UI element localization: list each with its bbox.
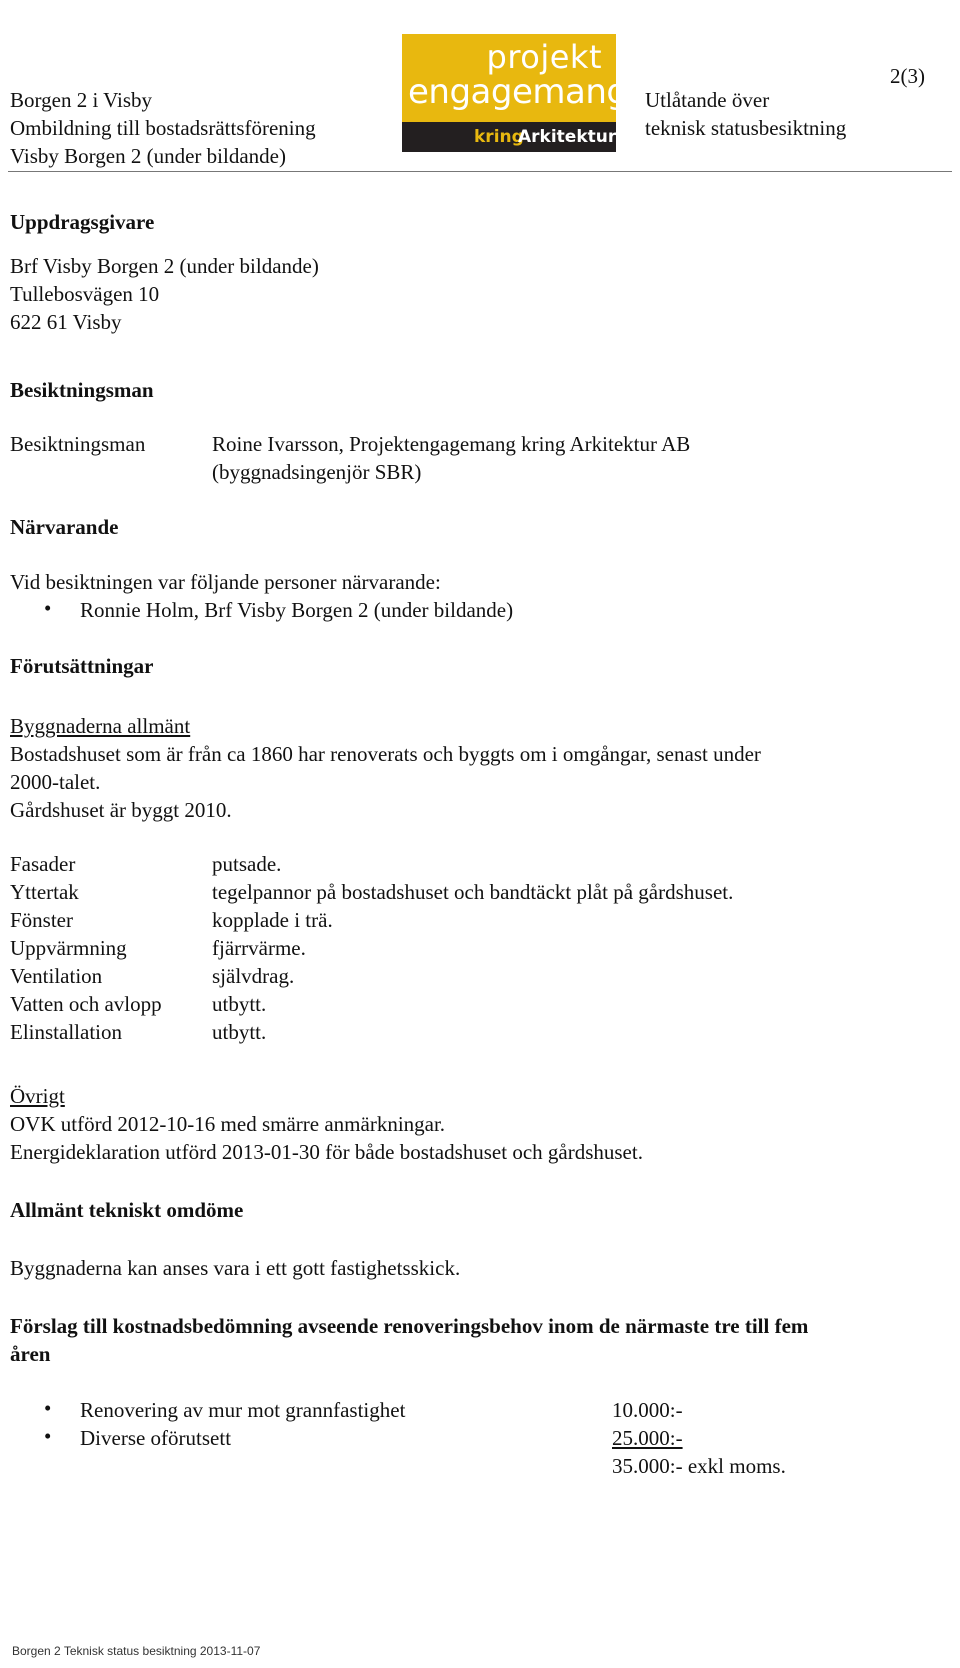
spec-label-el: Elinstallation — [10, 1020, 122, 1044]
subheading-byggnaderna: Byggnaderna allmänt — [10, 714, 191, 738]
paragraph-line: Gårdshuset är byggt 2010. — [10, 798, 232, 822]
logo-text-projekt: projekt — [486, 38, 602, 76]
logo-text-arkitektur: Arkitektur — [518, 127, 617, 147]
inspector-line: (byggnadsingenjör SBR) — [212, 460, 422, 484]
spec-value-vatten: utbytt. — [212, 992, 267, 1016]
section-heading-forslag — [10, 1312, 808, 1368]
section-heading-allmant: Allmänt tekniskt omdöme — [10, 1198, 244, 1222]
header-line: teknisk statusbesiktning — [645, 116, 847, 140]
general-assessment: Byggnaderna kan anses vara i ett gott fastighetsskick. — [10, 1256, 461, 1280]
logo-top-panel — [402, 34, 628, 122]
logo-text-engagemang: engagemang — [408, 72, 628, 112]
paragraph-line: Bostadshuset som är från ca 1860 har renoverats och byggts om i omgångar, senast under — [10, 742, 761, 766]
address-line: 622 61 Visby — [10, 310, 122, 334]
header-line: Visby Borgen 2 (under bildande) — [10, 144, 286, 168]
spec-value-uppvarmning: fjärrvärme. — [212, 936, 306, 960]
cost-total: 35.000:- exkl moms. — [612, 1454, 786, 1478]
header-project-info — [10, 86, 316, 170]
address-line: Tullebosvägen 10 — [10, 282, 160, 306]
buildings-paragraph — [10, 740, 761, 824]
section-heading-forutsattningar: Förutsättningar — [10, 654, 154, 678]
cost-item-amount: 10.000:- — [612, 1398, 683, 1422]
section-heading-uppdragsgivare: Uppdragsgivare — [10, 210, 155, 234]
spec-value-yttertak: tegelpannor på bostadshuset och bandtäckt plåt på gårdshuset. — [212, 880, 734, 904]
heading-line: åren — [10, 1342, 51, 1366]
note-line: OVK utförd 2012-10-16 med smärre anmärkningar. — [10, 1112, 446, 1136]
header-document-type — [645, 86, 846, 142]
header-divider — [8, 171, 952, 172]
cost-item-label: Diverse oförutsett — [80, 1426, 232, 1450]
building-specs-values — [212, 850, 733, 1046]
spec-label-uppvarmning: Uppvärmning — [10, 936, 127, 960]
inspector-label: Besiktningsman — [10, 432, 146, 456]
bullet-icon: • — [44, 1424, 52, 1448]
inspector-value — [212, 430, 690, 486]
header-line: Ombildning till bostadsrättsförening — [10, 116, 316, 140]
paragraph-line: 2000-talet. — [10, 770, 101, 794]
heading-line: Förslag till kostnadsbedömning avseende renoveringsbehov inom de närmaste tre till fem — [10, 1314, 809, 1338]
company-logo — [402, 34, 628, 152]
page-footer: Borgen 2 Teknisk status besiktning 2013-11-07 — [12, 1644, 261, 1658]
subheading-ovrigt: Övrigt — [10, 1084, 65, 1108]
spec-label-vatten: Vatten och avlopp — [10, 992, 162, 1016]
header-line: Utlåtande över — [645, 88, 770, 112]
section-heading-narvarande: Närvarande — [10, 515, 119, 539]
logo-bottom-panel — [402, 122, 616, 152]
spec-label-fonster: Fönster — [10, 908, 73, 932]
address-line: Brf Visby Borgen 2 (under bildande) — [10, 254, 319, 278]
inspector-line: Roine Ivarsson, Projektengagemang kring Arkitektur AB — [212, 432, 691, 456]
spec-label-ventilation: Ventilation — [10, 964, 103, 988]
spec-label-fasader: Fasader — [10, 852, 76, 876]
other-notes — [10, 1110, 643, 1166]
logo-text-kring: kring — [474, 127, 524, 147]
spec-value-ventilation: självdrag. — [212, 964, 295, 988]
building-specs-labels — [10, 850, 162, 1046]
section-heading-besiktningsman: Besiktningsman — [10, 378, 154, 402]
header-line: Borgen 2 i Visby — [10, 88, 153, 112]
cost-item-label: Renovering av mur mot grannfastighet — [80, 1398, 406, 1422]
spec-label-yttertak: Yttertak — [10, 880, 79, 904]
page-number: 2(3) — [890, 64, 925, 88]
bullet-icon: • — [44, 596, 52, 620]
attendees-intro: Vid besiktningen var följande personer närvarande: — [10, 570, 441, 594]
client-address — [10, 252, 319, 336]
spec-value-el: utbytt. — [212, 1020, 267, 1044]
bullet-icon: • — [44, 1396, 52, 1420]
spec-value-fonster: kopplade i trä. — [212, 908, 333, 932]
cost-item-amount: 25.000:- — [612, 1426, 683, 1450]
spec-value-fasader: putsade. — [212, 852, 282, 876]
note-line: Energideklaration utförd 2013-01-30 för både bostadshuset och gårdshuset. — [10, 1140, 643, 1164]
attendee-item: Ronnie Holm, Brf Visby Borgen 2 (under bildande) — [80, 598, 514, 622]
